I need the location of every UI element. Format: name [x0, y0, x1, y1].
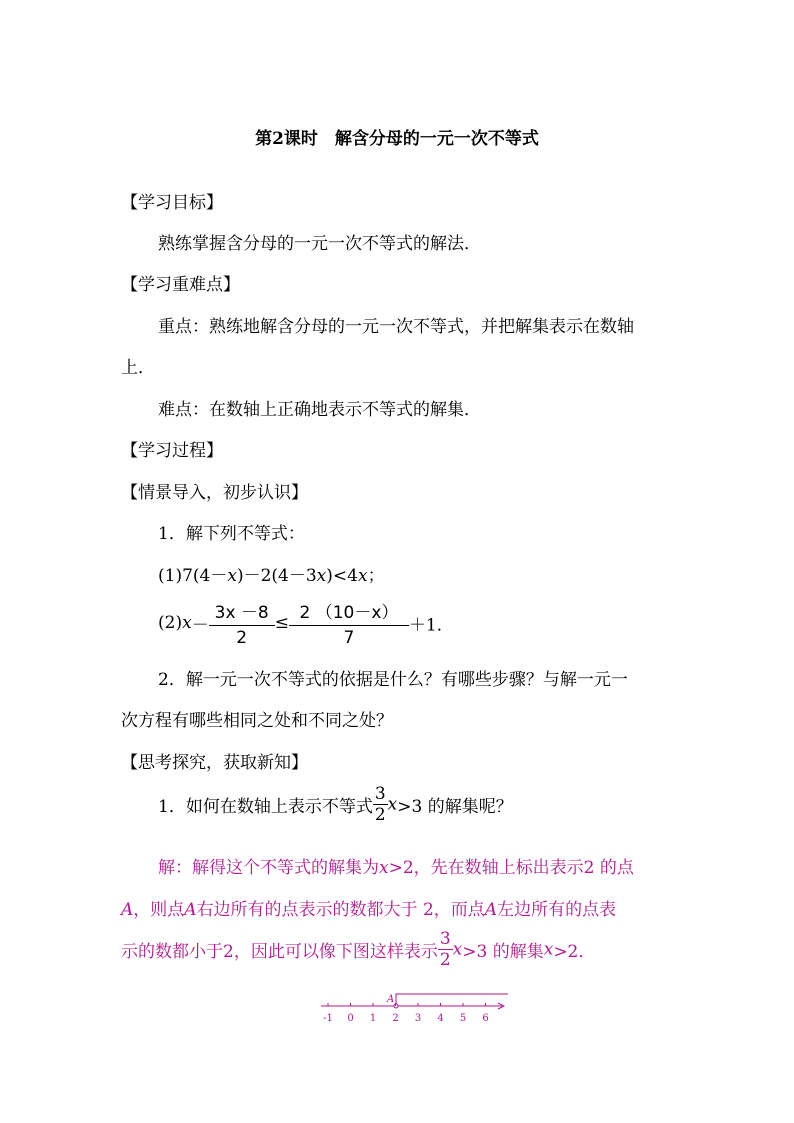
solution-part: >2，先在数轴上标出表示2 的点 [388, 858, 634, 878]
solution-part: >2． [553, 942, 596, 962]
fraction-numerator: 3 [439, 929, 451, 949]
key-text-1: 重点：熟练地解含分母的一元一次不等式，并把解集表示在数轴 [158, 317, 634, 337]
tick-label: 4 [437, 1013, 444, 1024]
solution-line-1 [158, 853, 634, 878]
solution-point: A [184, 900, 197, 920]
solution-var: x [543, 939, 554, 960]
fraction-numerator: 2 （10－x） [299, 603, 399, 623]
tick-label: 2 [392, 1013, 399, 1024]
ineq2-part: ≤ [274, 613, 289, 633]
question-2-line-2: 次方程有哪些相同之处和不同之处？ [121, 711, 393, 731]
solution-var: x [452, 939, 463, 960]
solution-ray [396, 994, 508, 1006]
ineq1-var: x [357, 566, 368, 586]
fraction-denominator: 2 [374, 805, 386, 825]
fraction-bar [289, 625, 409, 626]
explore-question-1 [158, 785, 513, 824]
solution-part: 左边所有的点表 [497, 900, 617, 920]
fraction-denominator: 2 [236, 628, 248, 648]
tick-label: 3 [414, 1013, 422, 1024]
explore-part: 1．如何在数轴上表示不等式 [158, 797, 373, 817]
ineq1-var: x [227, 566, 237, 586]
solution-point: A [484, 900, 498, 920]
solution-part: 解：解得这个不等式的解集为 [158, 858, 379, 878]
solution-line-2 [121, 895, 616, 920]
ineq1-part: )－2(4－3 [236, 566, 317, 586]
ineq1-part: ； [367, 566, 385, 586]
goal-text: 熟练掌握含分母的一元一次不等式的解法． [158, 234, 481, 254]
fraction-bar [209, 625, 275, 626]
tick-label: -1 [323, 1013, 333, 1024]
ineq1-part: (1)7(4－ [158, 566, 228, 586]
ineq1-part: )<4 [326, 566, 358, 586]
explore-var: x [387, 794, 398, 815]
ineq1-var: x [316, 566, 327, 586]
page-title: 第2课时 解含分母的一元一次不等式 [255, 129, 539, 149]
key-text-2: 上． [121, 358, 155, 378]
ineq2-var: x [182, 613, 192, 633]
ineq2-part: － [191, 615, 209, 636]
solution-point: A [121, 900, 134, 920]
tick-label: 5 [459, 1013, 467, 1024]
point-a-label: A [387, 994, 395, 1005]
question-2-line-1: 2．解一元一次不等式的依据是什么？有哪些步骤？与解一元一 [158, 670, 628, 690]
difficulty-text: 难点：在数轴上正确地表示不等式的解集． [158, 400, 481, 420]
goal-heading: 【学习目标】 [121, 193, 223, 213]
tick-label: 1 [369, 1013, 377, 1024]
question-1: 1．解下列不等式： [158, 524, 305, 544]
solution-part: ，则点 [133, 900, 185, 920]
inequality-2 [158, 598, 454, 648]
number-line [316, 990, 516, 1026]
ineq2-part: ＋1． [408, 615, 454, 636]
fraction-three-halves [438, 930, 453, 969]
process-heading: 【学习过程】 [121, 441, 223, 461]
inequality-1 [158, 561, 385, 586]
ineq2-part: (2) [158, 613, 183, 633]
key-heading: 【学习重难点】 [121, 275, 240, 295]
solution-part: 右边所有的点表示的数都大于 2，而点 [196, 900, 485, 920]
fraction-three-halves [373, 785, 388, 824]
solution-part: 示的数都小于2，因此可以像下图这样表示 [121, 942, 438, 962]
tick-label: 0 [347, 1013, 354, 1024]
solution-part: >3 的解集 [462, 942, 544, 962]
fraction-2 [289, 598, 409, 648]
fraction-1 [209, 598, 275, 648]
solution-line-3 [121, 930, 595, 969]
fraction-denominator: 2 [439, 950, 451, 970]
fraction-numerator: 3x －8 [214, 603, 269, 623]
explore-part: >3 的解集呢？ [397, 797, 513, 817]
explore-heading: 【思考探究，获取新知】 [121, 753, 308, 773]
solution-var: x [379, 858, 389, 878]
intro-heading: 【情景导入，初步认识】 [121, 483, 308, 503]
fraction-numerator: 3 [374, 784, 386, 804]
tick-label: 6 [482, 1013, 489, 1024]
number-line-svg [316, 990, 516, 1026]
fraction-denominator: 7 [343, 628, 355, 648]
